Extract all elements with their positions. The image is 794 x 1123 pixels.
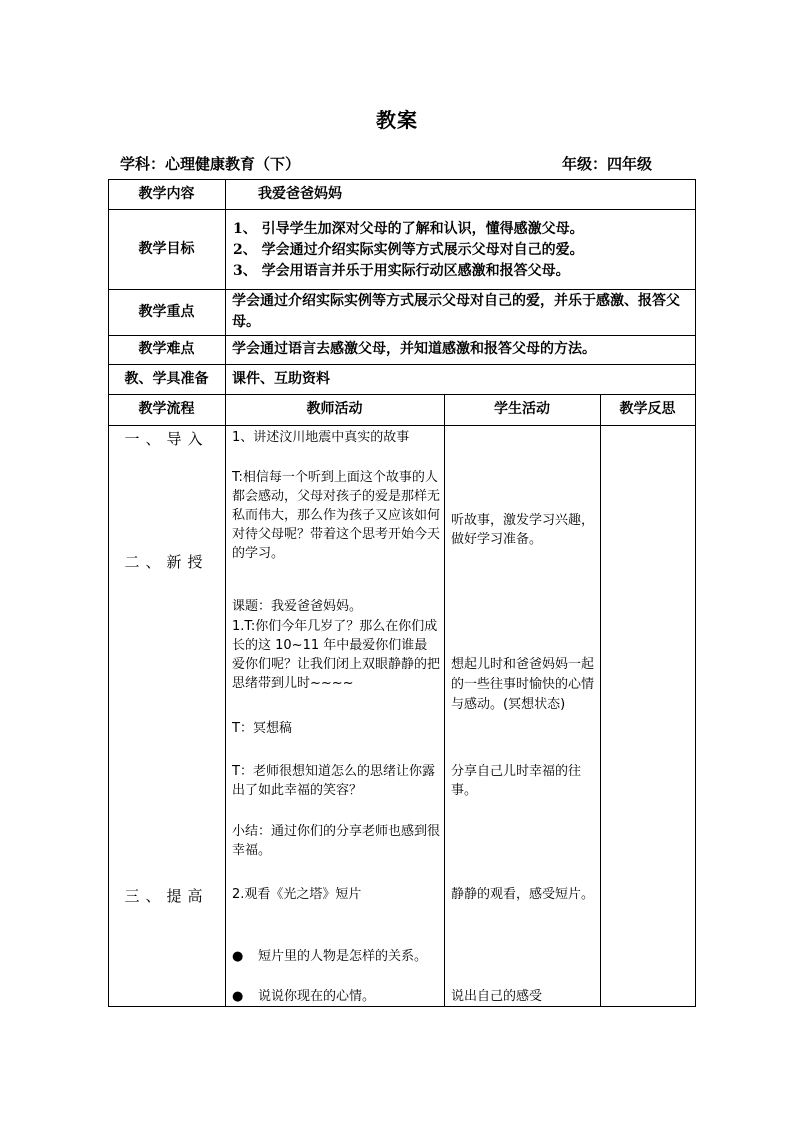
teacher-activity-6: T：老师很想知道怎么的思绪让你露出了如此幸福的笑容？ <box>232 764 435 798</box>
goals-list <box>233 219 693 282</box>
teacher-activity-7: 小结：通过你们的分享老师也感到很幸福。 <box>232 824 441 858</box>
table-rule <box>108 394 696 395</box>
difficulty-label: 教学难点 <box>138 341 195 357</box>
teacher-activity-2: T:相信每一个听到上面这个故事的人都会感动，父母对孩子的爱是那样无私而伟大，那么作为孩子又应该如何对待父母呢？带着这个思考开始今天的学习。 <box>232 470 441 561</box>
tools-label: 教、学具准备 <box>124 371 209 387</box>
table-rule <box>108 1006 696 1007</box>
tools-value: 课件、互助资料 <box>232 371 330 387</box>
grade-label: 年级：四年级 <box>562 155 653 173</box>
content-value: 我爱爸爸妈妈 <box>258 186 342 202</box>
header-flow: 教学流程 <box>138 401 195 417</box>
table-rule <box>108 425 696 426</box>
section-new: 二、新授 <box>124 553 209 571</box>
header-student: 学生活动 <box>494 401 550 417</box>
table-rule <box>225 179 226 1007</box>
table-rule <box>108 364 696 365</box>
table-rule <box>444 394 445 1007</box>
table-rule <box>108 335 696 336</box>
student-activity-1: 听故事，激发学习兴趣，做好学习准备。 <box>451 513 595 547</box>
teacher-activity-5: T：冥想稿 <box>232 721 292 736</box>
student-activity-3: 分享自己儿时幸福的往事。 <box>451 764 582 798</box>
content-label: 教学内容 <box>138 186 195 202</box>
goal-item: 1、 引导学生加深对父母的了解和认识，懂得感激父母。 <box>233 221 584 237</box>
page-title: 教案 <box>376 108 418 132</box>
header-teacher: 教师活动 <box>306 401 363 417</box>
teacher-activity-1: 1、讲述汶川地震中真实的故事 <box>232 430 410 445</box>
teacher-bullet-1 <box>232 947 440 966</box>
subject-label: 学科：心理健康教育（下） <box>120 155 301 173</box>
student-activity-4: 静静的观看，感受短片。 <box>451 887 595 902</box>
bullet-icon: ● <box>232 949 244 964</box>
table-rule <box>600 394 601 1007</box>
focus-label: 教学重点 <box>138 304 195 320</box>
header-reflection: 教学反思 <box>619 401 676 417</box>
bullet-text: 短片里的人物是怎样的关系。 <box>258 949 428 964</box>
goal-item: 3、 学会用语言并乐于用实际行动区感激和报答父母。 <box>233 263 570 279</box>
goals-label: 教学目标 <box>138 241 195 257</box>
teacher-bullet-2 <box>232 987 440 1006</box>
goal-item: 2、 学会通过介绍实际实例等方式展示父母对自己的爱。 <box>233 242 584 258</box>
bullet-icon: ● <box>232 989 244 1004</box>
table-rule <box>108 209 696 210</box>
lesson-plan-table <box>108 179 696 1007</box>
table-rule <box>108 289 696 290</box>
table-rule <box>108 179 696 180</box>
teacher-activity-4: 1.T:你们今年几岁了？那么在你们成长的这 10~11 年中最爱你们谁最爱你们呢？让我们闭上双眼静静的把思绪带到儿时~~~~ <box>232 619 441 691</box>
student-activity-5: 说出自己的感受 <box>451 989 543 1004</box>
focus-value: 学会通过介绍实际实例等方式展示父母对自己的爱，并乐于感激、报答父母。 <box>232 293 680 330</box>
section-improve: 三、提高 <box>124 887 209 905</box>
bullet-text: 说说你现在的心情。 <box>258 989 376 1004</box>
table-rule <box>695 179 696 1007</box>
teacher-activity-8: 2.观看《光之塔》短片 <box>232 887 362 902</box>
difficulty-value: 学会通过语言去感激父母，并知道感激和报答父母的方法。 <box>232 341 596 357</box>
student-activity-2: 想起儿时和爸爸妈妈一起的一些往事时愉快的心情与感动。(冥想状态) <box>451 657 595 712</box>
section-intro: 一、导入 <box>124 430 209 448</box>
teacher-activity-3: 课题：我爱爸爸妈妈。 <box>232 599 363 614</box>
